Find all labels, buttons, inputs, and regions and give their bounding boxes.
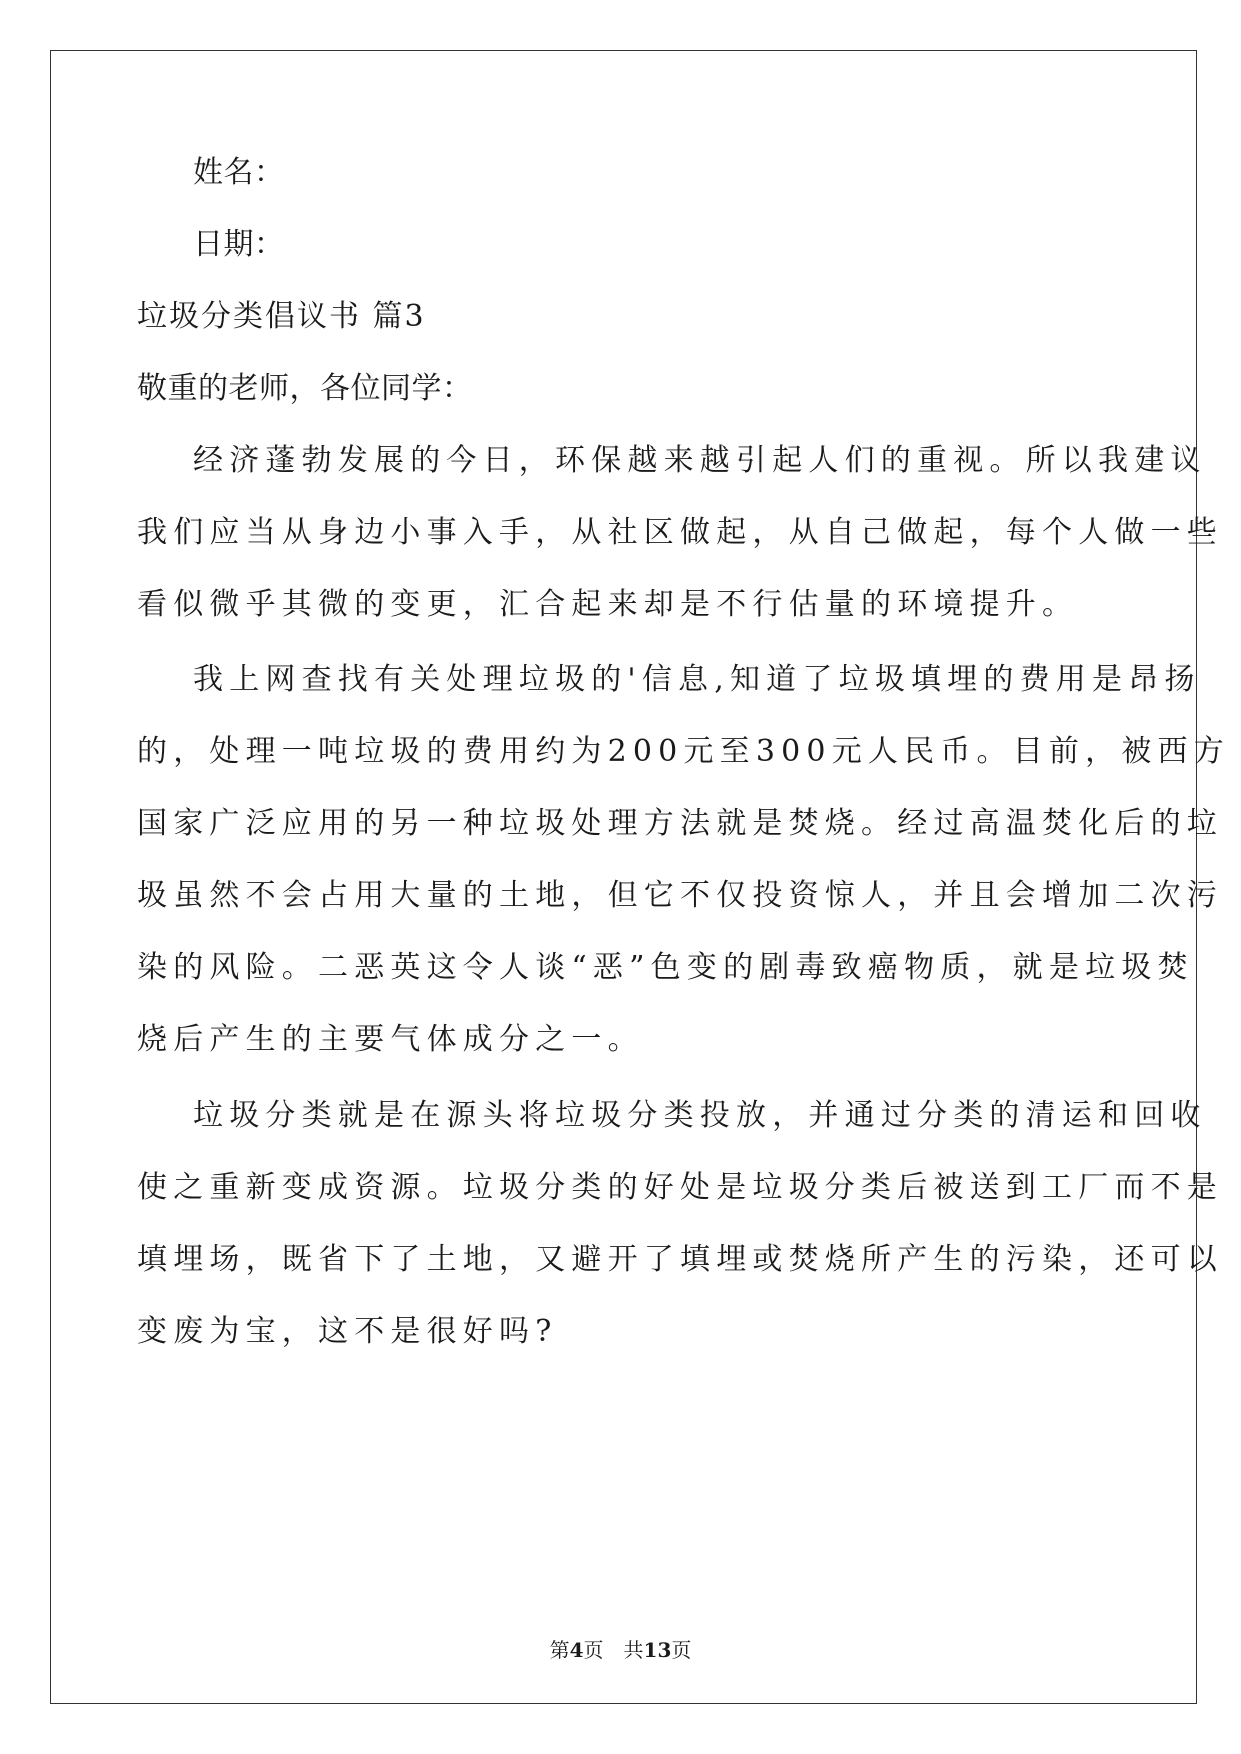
paragraph-line: 垃圾分类就是在源头将垃圾分类投放，并通过分类的清运和回收 (193, 1098, 1207, 1133)
name-label: 姓名： (193, 155, 285, 190)
paragraph-line: 圾虽然不会占用大量的土地，但它不仅投资惊人，并且会增加二次污 (137, 878, 1223, 913)
paragraph-line: 变废为宝，这不是很好吗? (137, 1314, 558, 1349)
paragraph-line: 填埋场，既省下了土地，又避开了填埋或焚烧所产生的污染，还可以 (137, 1242, 1223, 1277)
page-footer (0, 1638, 1241, 1662)
paragraph-line: 染的风险。二恶英这令人谈“恶”色变的剧毒致癌物质，就是垃圾焚 (137, 950, 1194, 985)
paragraph-line: 使之重新变成资源。垃圾分类的好处是垃圾分类后被送到工厂而不是 (137, 1170, 1223, 1205)
section-title: 垃圾分类倡议书 篇3 (137, 299, 426, 334)
footer-prefix: 第 (549, 1638, 570, 1662)
paragraph-line: 烧后产生的主要气体成分之一。 (137, 1022, 644, 1057)
current-page-number: 4 (569, 1638, 584, 1662)
paragraph-line: 我们应当从身边小事入手，从社区做起，从自己做起，每个人做一些 (137, 515, 1223, 550)
paragraph-line: 我上网查找有关处理垃圾的'信息,知道了垃圾填埋的费用是昂扬 (193, 662, 1201, 697)
total-pages-number: 13 (643, 1638, 672, 1662)
paragraph-1 (137, 441, 1223, 657)
date-label: 日期： (193, 227, 285, 262)
paragraph-2 (137, 660, 1230, 1092)
footer-suffix: 页 (671, 1638, 692, 1662)
paragraph-line: 国家广泛应用的另一种垃圾处理方法就是焚烧。经过高温焚化后的垃 (137, 806, 1223, 841)
paragraph-line: 看似微乎其微的变更，汇合起来却是不行估量的环境提升。 (137, 587, 1079, 622)
paragraph-line: 经济蓬勃发展的今日，环保越来越引起人们的重视。所以我建议 (193, 443, 1207, 478)
paragraph-3 (137, 1096, 1223, 1384)
salutation: 敬重的老师，各位同学： (137, 371, 473, 406)
paragraph-line: 的，处理一吨垃圾的费用约为200元至300元人民币。目前，被西方 (137, 734, 1230, 769)
footer-mid: 页 共 (583, 1638, 644, 1662)
